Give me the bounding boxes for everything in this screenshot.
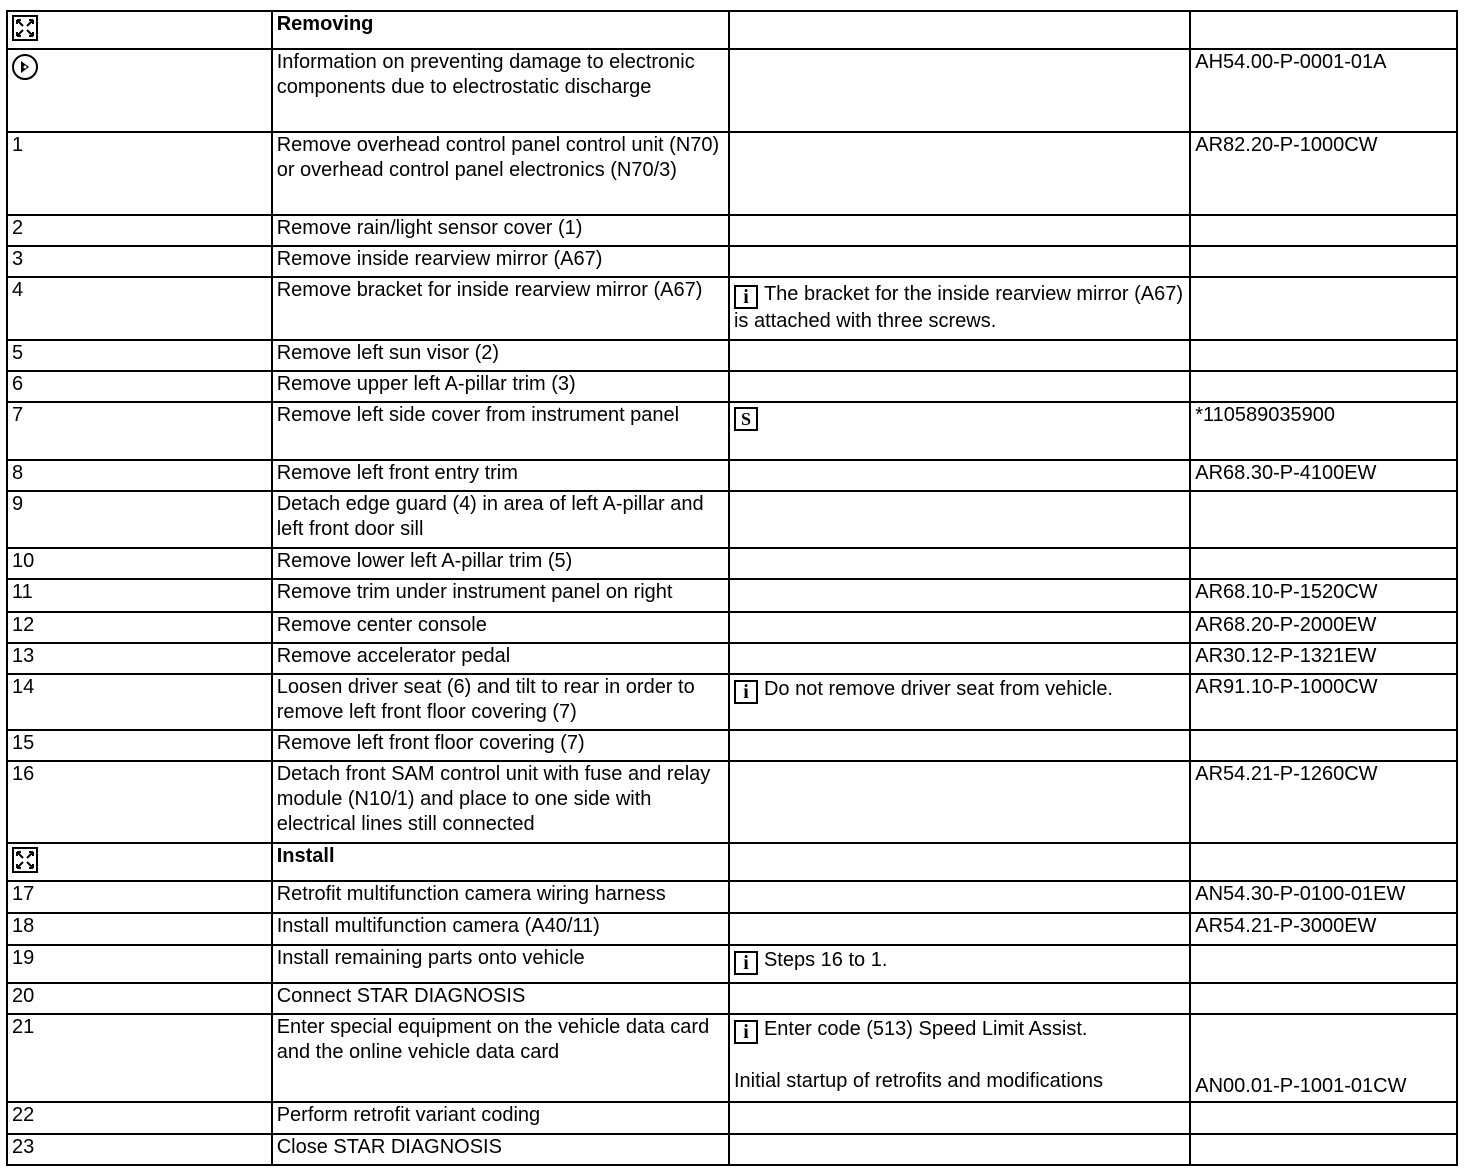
note-text: Steps 16 to 1. bbox=[763, 949, 888, 971]
step-number: 14 bbox=[7, 674, 272, 730]
step-text: Remove rain/light sensor cover (1) bbox=[272, 215, 729, 246]
reference-link[interactable]: AR54.21-P-3000EW bbox=[1190, 913, 1457, 945]
reference-link[interactable]: *110589035900 bbox=[1190, 402, 1457, 460]
table-row bbox=[7, 881, 1457, 913]
reference-link[interactable]: AR68.30-P-4100EW bbox=[1190, 460, 1457, 491]
info-icon: i bbox=[734, 680, 758, 704]
note-text: Enter code (513) Speed Limit Assist. bbox=[763, 1018, 1088, 1040]
table-row bbox=[7, 945, 1457, 983]
step-number: 7 bbox=[7, 402, 272, 460]
reference-link[interactable]: AN54.30-P-0100-01EW bbox=[1190, 881, 1457, 913]
step-text: Retrofit multifunction camera wiring harness bbox=[272, 881, 729, 913]
step-number: 12 bbox=[7, 612, 272, 643]
note-text: Do not remove driver seat from vehicle. bbox=[763, 678, 1113, 700]
section-title-install: Install bbox=[272, 843, 729, 881]
reference-link[interactable]: AH54.00-P-0001-01A bbox=[1190, 49, 1457, 132]
table-row bbox=[7, 548, 1457, 579]
special-tool-icon: S bbox=[734, 407, 758, 431]
step-text: Remove accelerator pedal bbox=[272, 643, 729, 674]
step-number: 2 bbox=[7, 215, 272, 246]
note-text: Initial startup of retrofits and modifications bbox=[733, 1070, 1104, 1092]
table-row bbox=[7, 460, 1457, 491]
step-number: 22 bbox=[7, 1102, 272, 1134]
table-row bbox=[7, 983, 1457, 1014]
step-text: Enter special equipment on the vehicle data card and the online vehicle data card bbox=[272, 1014, 729, 1102]
step-text: Close STAR DIAGNOSIS bbox=[272, 1134, 729, 1165]
step-text: Remove left front entry trim bbox=[272, 460, 729, 491]
step-text: Remove left sun visor (2) bbox=[272, 340, 729, 371]
step-text: Information on preventing damage to electronic components due to electrostatic discharge bbox=[272, 49, 729, 132]
info-icon: i bbox=[734, 951, 758, 975]
table-row bbox=[7, 277, 1457, 340]
table-row bbox=[7, 132, 1457, 215]
table-row bbox=[7, 913, 1457, 945]
step-number: 16 bbox=[7, 761, 272, 843]
step-number: 13 bbox=[7, 643, 272, 674]
reference-link[interactable]: AR30.12-P-1321EW bbox=[1190, 643, 1457, 674]
table-row bbox=[7, 579, 1457, 612]
table-row bbox=[7, 215, 1457, 246]
reference-link[interactable]: AR91.10-P-1000CW bbox=[1190, 674, 1457, 730]
step-number: 9 bbox=[7, 491, 272, 548]
step-number: 6 bbox=[7, 371, 272, 402]
step-number: 10 bbox=[7, 548, 272, 579]
step-text: Install remaining parts onto vehicle bbox=[272, 945, 729, 983]
table-row bbox=[7, 340, 1457, 371]
step-text: Remove bracket for inside rearview mirror (A67) bbox=[272, 277, 729, 340]
section-title-removing: Removing bbox=[272, 11, 729, 49]
reference-link[interactable]: AN00.01-P-1001-01CW bbox=[1195, 1075, 1407, 1097]
table-row bbox=[7, 402, 1457, 460]
info-icon: i bbox=[734, 285, 758, 309]
reference-link[interactable]: AR68.20-P-2000EW bbox=[1190, 612, 1457, 643]
step-text: Remove lower left A-pillar trim (5) bbox=[272, 548, 729, 579]
step-text: Remove upper left A-pillar trim (3) bbox=[272, 371, 729, 402]
step-number: 11 bbox=[7, 579, 272, 612]
table-row bbox=[7, 612, 1457, 643]
step-number: 15 bbox=[7, 730, 272, 761]
info-icon: i bbox=[734, 1020, 758, 1044]
step-number: 19 bbox=[7, 945, 272, 983]
table-row bbox=[7, 1014, 1457, 1102]
step-number: 18 bbox=[7, 913, 272, 945]
section-expand-icon bbox=[12, 847, 38, 873]
step-number: 4 bbox=[7, 277, 272, 340]
table-row bbox=[7, 49, 1457, 132]
step-number: 3 bbox=[7, 246, 272, 277]
reference-link[interactable]: AR82.20-P-1000CW bbox=[1190, 132, 1457, 215]
step-text: Perform retrofit variant coding bbox=[272, 1102, 729, 1134]
table-row bbox=[7, 674, 1457, 730]
table-row bbox=[7, 1134, 1457, 1165]
step-text: Remove left side cover from instrument panel bbox=[272, 402, 729, 460]
step-number: 5 bbox=[7, 340, 272, 371]
step-text: Remove left front floor covering (7) bbox=[272, 730, 729, 761]
step-text: Remove center console bbox=[272, 612, 729, 643]
procedure-table bbox=[6, 10, 1458, 1166]
step-text: Loosen driver seat (6) and tilt to rear in order to remove left front floor covering (7) bbox=[272, 674, 729, 730]
table-row bbox=[7, 491, 1457, 548]
step-number: 21 bbox=[7, 1014, 272, 1102]
step-number: 23 bbox=[7, 1134, 272, 1165]
step-number: 1 bbox=[7, 132, 272, 215]
step-number: 20 bbox=[7, 983, 272, 1014]
step-number: 8 bbox=[7, 460, 272, 491]
reference-link[interactable]: AR54.21-P-1260CW bbox=[1190, 761, 1457, 843]
table-row bbox=[7, 1102, 1457, 1134]
note-text: The bracket for the inside rearview mirror (A67) is attached with three screws. bbox=[733, 283, 1184, 332]
step-text: Install multifunction camera (A40/11) bbox=[272, 913, 729, 945]
step-number: 17 bbox=[7, 881, 272, 913]
table-row bbox=[7, 643, 1457, 674]
step-text: Detach front SAM control unit with fuse and relay module (N10/1) and place to one side with electrical lines still connected bbox=[272, 761, 729, 843]
step-text: Remove inside rearview mirror (A67) bbox=[272, 246, 729, 277]
step-text: Remove overhead control panel control unit (N70) or overhead control panel electronics (N70/3) bbox=[272, 132, 729, 215]
section-expand-icon bbox=[12, 15, 38, 41]
section-row-install bbox=[7, 843, 1457, 881]
reference-link[interactable]: AR68.10-P-1520CW bbox=[1190, 579, 1457, 612]
table-row bbox=[7, 371, 1457, 402]
table-row bbox=[7, 761, 1457, 843]
section-row-removing bbox=[7, 11, 1457, 49]
table-row bbox=[7, 246, 1457, 277]
table-row bbox=[7, 730, 1457, 761]
step-text: Detach edge guard (4) in area of left A-pillar and left front door sill bbox=[272, 491, 729, 548]
step-text: Remove trim under instrument panel on right bbox=[272, 579, 729, 612]
esd-warning-icon bbox=[12, 54, 38, 80]
step-text: Connect STAR DIAGNOSIS bbox=[272, 983, 729, 1014]
